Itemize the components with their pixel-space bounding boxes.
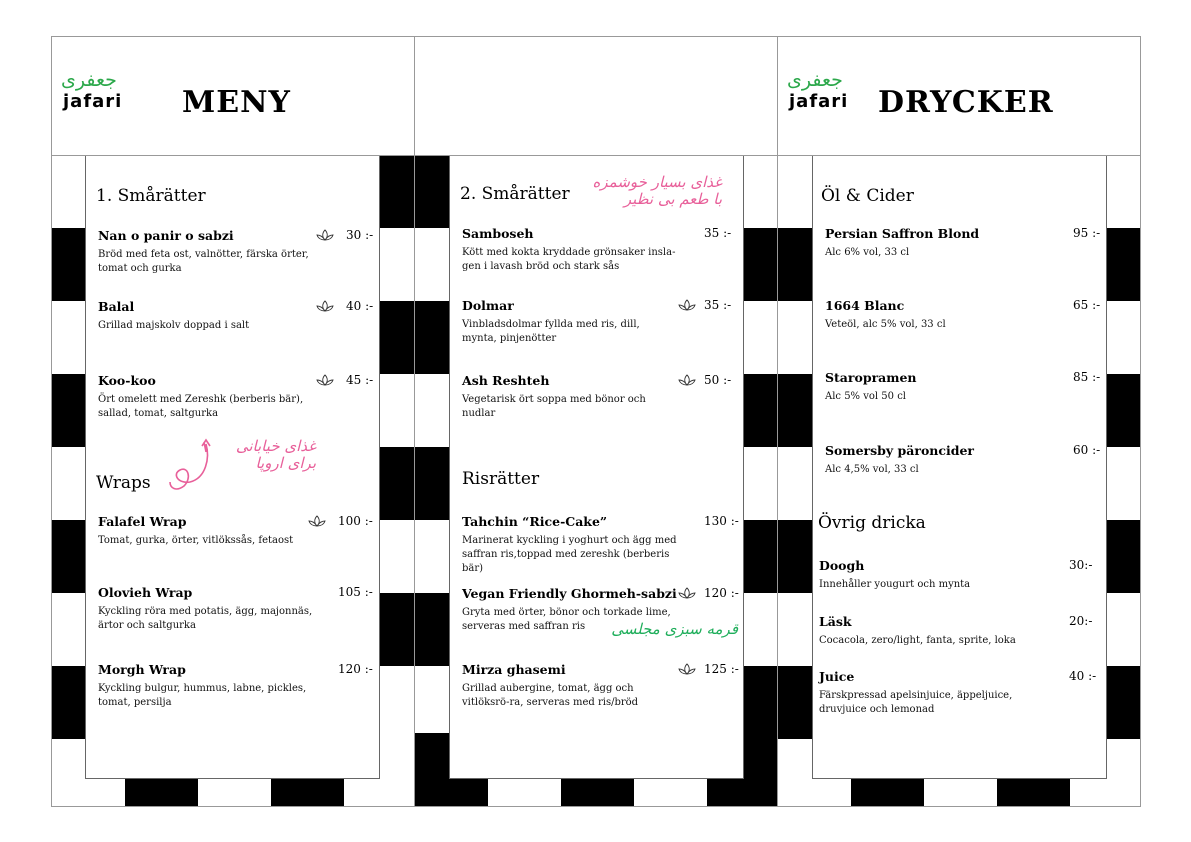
item-description: Alc 5% vol 50 cl [825, 391, 906, 402]
logo-arabic: جعفری [61, 69, 117, 91]
item-price: 40 :- [1069, 669, 1097, 683]
item-price: 85 :- [1073, 370, 1101, 384]
handwritten-note: قرمه سبزی مجلسی [611, 620, 738, 638]
item-price: 40 :- [346, 299, 374, 313]
item-price: 100 :- [338, 514, 373, 528]
handwritten-note: غذای بسیار خوشمزه با طعم بی نظیر [592, 173, 722, 208]
item-name: Staropramen [825, 370, 917, 385]
item-description: Gryta med örter, bönor och torkade lime, serveras med saffran ris [462, 607, 671, 632]
menu-item [98, 514, 374, 548]
leaf-icon [678, 586, 696, 600]
item-name: Ash Reshteh [462, 373, 550, 388]
leaf-icon [678, 662, 696, 676]
item-name: Somersby päroncider [825, 443, 975, 458]
item-name: Dolmar [462, 298, 514, 313]
leaf-icon [308, 514, 326, 528]
item-description: Kyckling röra med potatis, ägg, majonnäs, ärtor och saltgurka [98, 606, 313, 631]
panel-divider [414, 37, 415, 806]
drink-item [819, 558, 1095, 592]
item-description: Vinbladsdolmar fyllda med ris, dill, mynta, pinjenötter [462, 319, 640, 344]
item-name: Vegan Friendly Ghormeh-sabzi [462, 586, 677, 601]
drinks-card [812, 155, 1107, 779]
menu-item [462, 298, 738, 346]
leaf-icon [316, 299, 334, 313]
menu-item [462, 373, 738, 421]
item-description: Vegetarisk ört soppa med bönor och nudlar [462, 394, 646, 419]
item-description: Veteöl, alc 5% vol, 33 cl [825, 319, 946, 330]
item-description: Cocacola, zero/light, fanta, sprite, loka [819, 635, 1016, 646]
item-description: Alc 6% vol, 33 cl [825, 247, 910, 258]
item-price: 20:- [1069, 614, 1093, 628]
item-name: Falafel Wrap [98, 514, 187, 529]
item-description: Grillad aubergine, tomat, ägg och vitlöksrö-ra, serveras med ris/bröd [462, 683, 639, 708]
item-price: 120 :- [704, 586, 739, 600]
item-name: 1664 Blanc [825, 298, 905, 313]
logo-arabic: جعفری [787, 69, 843, 91]
drink-item [825, 370, 1101, 404]
item-name: Morgh Wrap [98, 662, 186, 677]
item-name: Olovieh Wrap [98, 585, 193, 600]
menu-sheet [51, 36, 1141, 807]
item-name: Persian Saffron Blond [825, 226, 980, 241]
item-description: Kyckling bulgur, hummus, labne, pickles, tomat, persilja [98, 683, 307, 708]
menu-item [98, 299, 374, 333]
drink-item [819, 614, 1095, 648]
item-price: 60 :- [1073, 443, 1101, 457]
menu-card-1 [85, 155, 380, 779]
section-heading: Övrig dricka [818, 513, 926, 533]
section-heading: Wraps [96, 473, 151, 493]
item-price: 30 :- [346, 228, 374, 242]
item-price: 35 :- [704, 226, 732, 240]
menu-item [462, 662, 738, 710]
item-price: 130 :- [704, 514, 739, 528]
item-price: 35 :- [704, 298, 732, 312]
item-name: Tahchin “Rice-Cake” [462, 514, 608, 529]
item-name: Mirza ghasemi [462, 662, 566, 677]
section-heading: 1. Smårätter [96, 186, 206, 206]
item-name: Koo-koo [98, 373, 156, 388]
panel-divider [777, 37, 778, 806]
leaf-icon [316, 228, 334, 242]
item-price: 125 :- [704, 662, 739, 676]
jafari-logo [787, 69, 867, 119]
drink-item [825, 226, 1101, 260]
leaf-icon [316, 373, 334, 387]
item-price: 95 :- [1073, 226, 1101, 240]
drink-item [825, 443, 1101, 477]
item-name: Läsk [819, 614, 852, 629]
drinks-header [778, 37, 1140, 155]
section-heading: Öl & Cider [821, 186, 914, 206]
item-name: Samboseh [462, 226, 534, 241]
menu-item [462, 514, 738, 576]
item-name: Nan o panir o sabzi [98, 228, 234, 243]
jafari-logo [61, 69, 141, 119]
menu-card-2 [449, 155, 744, 779]
item-description: Marinerat kyckling i yoghurt och ägg med saffran ris,toppad med zereshk (berberis bär) [462, 535, 677, 574]
menu-item [98, 585, 374, 633]
leaf-icon [678, 373, 696, 387]
logo-latin: jafari [63, 91, 123, 112]
item-description: Tomat, gurka, örter, vitlökssås, fetaost [98, 535, 294, 546]
item-price: 30:- [1069, 558, 1093, 572]
menu-item [98, 662, 374, 710]
item-price: 45 :- [346, 373, 374, 387]
menu-title: MENY [182, 85, 291, 120]
handwritten-note: غذای خیابانی برای اروپا [235, 437, 316, 472]
item-description: Alc 4,5% vol, 33 cl [825, 464, 919, 475]
section-heading: 2. Smårätter [460, 184, 570, 204]
item-description: Färskpressad apelsinjuice, äppeljuice, druvjuice och lemonad [819, 690, 1013, 715]
item-description: Bröd med feta ost, valnötter, färska örter, tomat och gurka [98, 249, 309, 274]
item-price: 120 :- [338, 662, 373, 676]
drink-item [819, 669, 1095, 717]
leaf-icon [678, 298, 696, 312]
logo-latin: jafari [789, 91, 849, 112]
drink-item [825, 298, 1101, 332]
item-description: Innehåller yougurt och mynta [819, 579, 971, 590]
item-name: Balal [98, 299, 135, 314]
item-name: Doogh [819, 558, 865, 573]
menu-item [98, 228, 374, 276]
item-price: 50 :- [704, 373, 732, 387]
item-description: Ört omelett med Zereshk (berberis bär), sallad, tomat, saltgurka [98, 394, 304, 419]
menu-item [462, 226, 738, 274]
header-row [52, 37, 1140, 156]
item-description: Kött med kokta kryddade grönsaker insla-gen i lavash bröd och stark sås [462, 247, 676, 272]
menu-item [98, 373, 374, 421]
item-price: 105 :- [338, 585, 373, 599]
menu-header [52, 37, 414, 155]
item-price: 65 :- [1073, 298, 1101, 312]
item-name: Juice [819, 669, 855, 684]
section-heading: Risrätter [462, 469, 540, 489]
drinks-title: DRYCKER [878, 85, 1054, 120]
item-description: Grillad majskolv doppad i salt [98, 320, 250, 331]
